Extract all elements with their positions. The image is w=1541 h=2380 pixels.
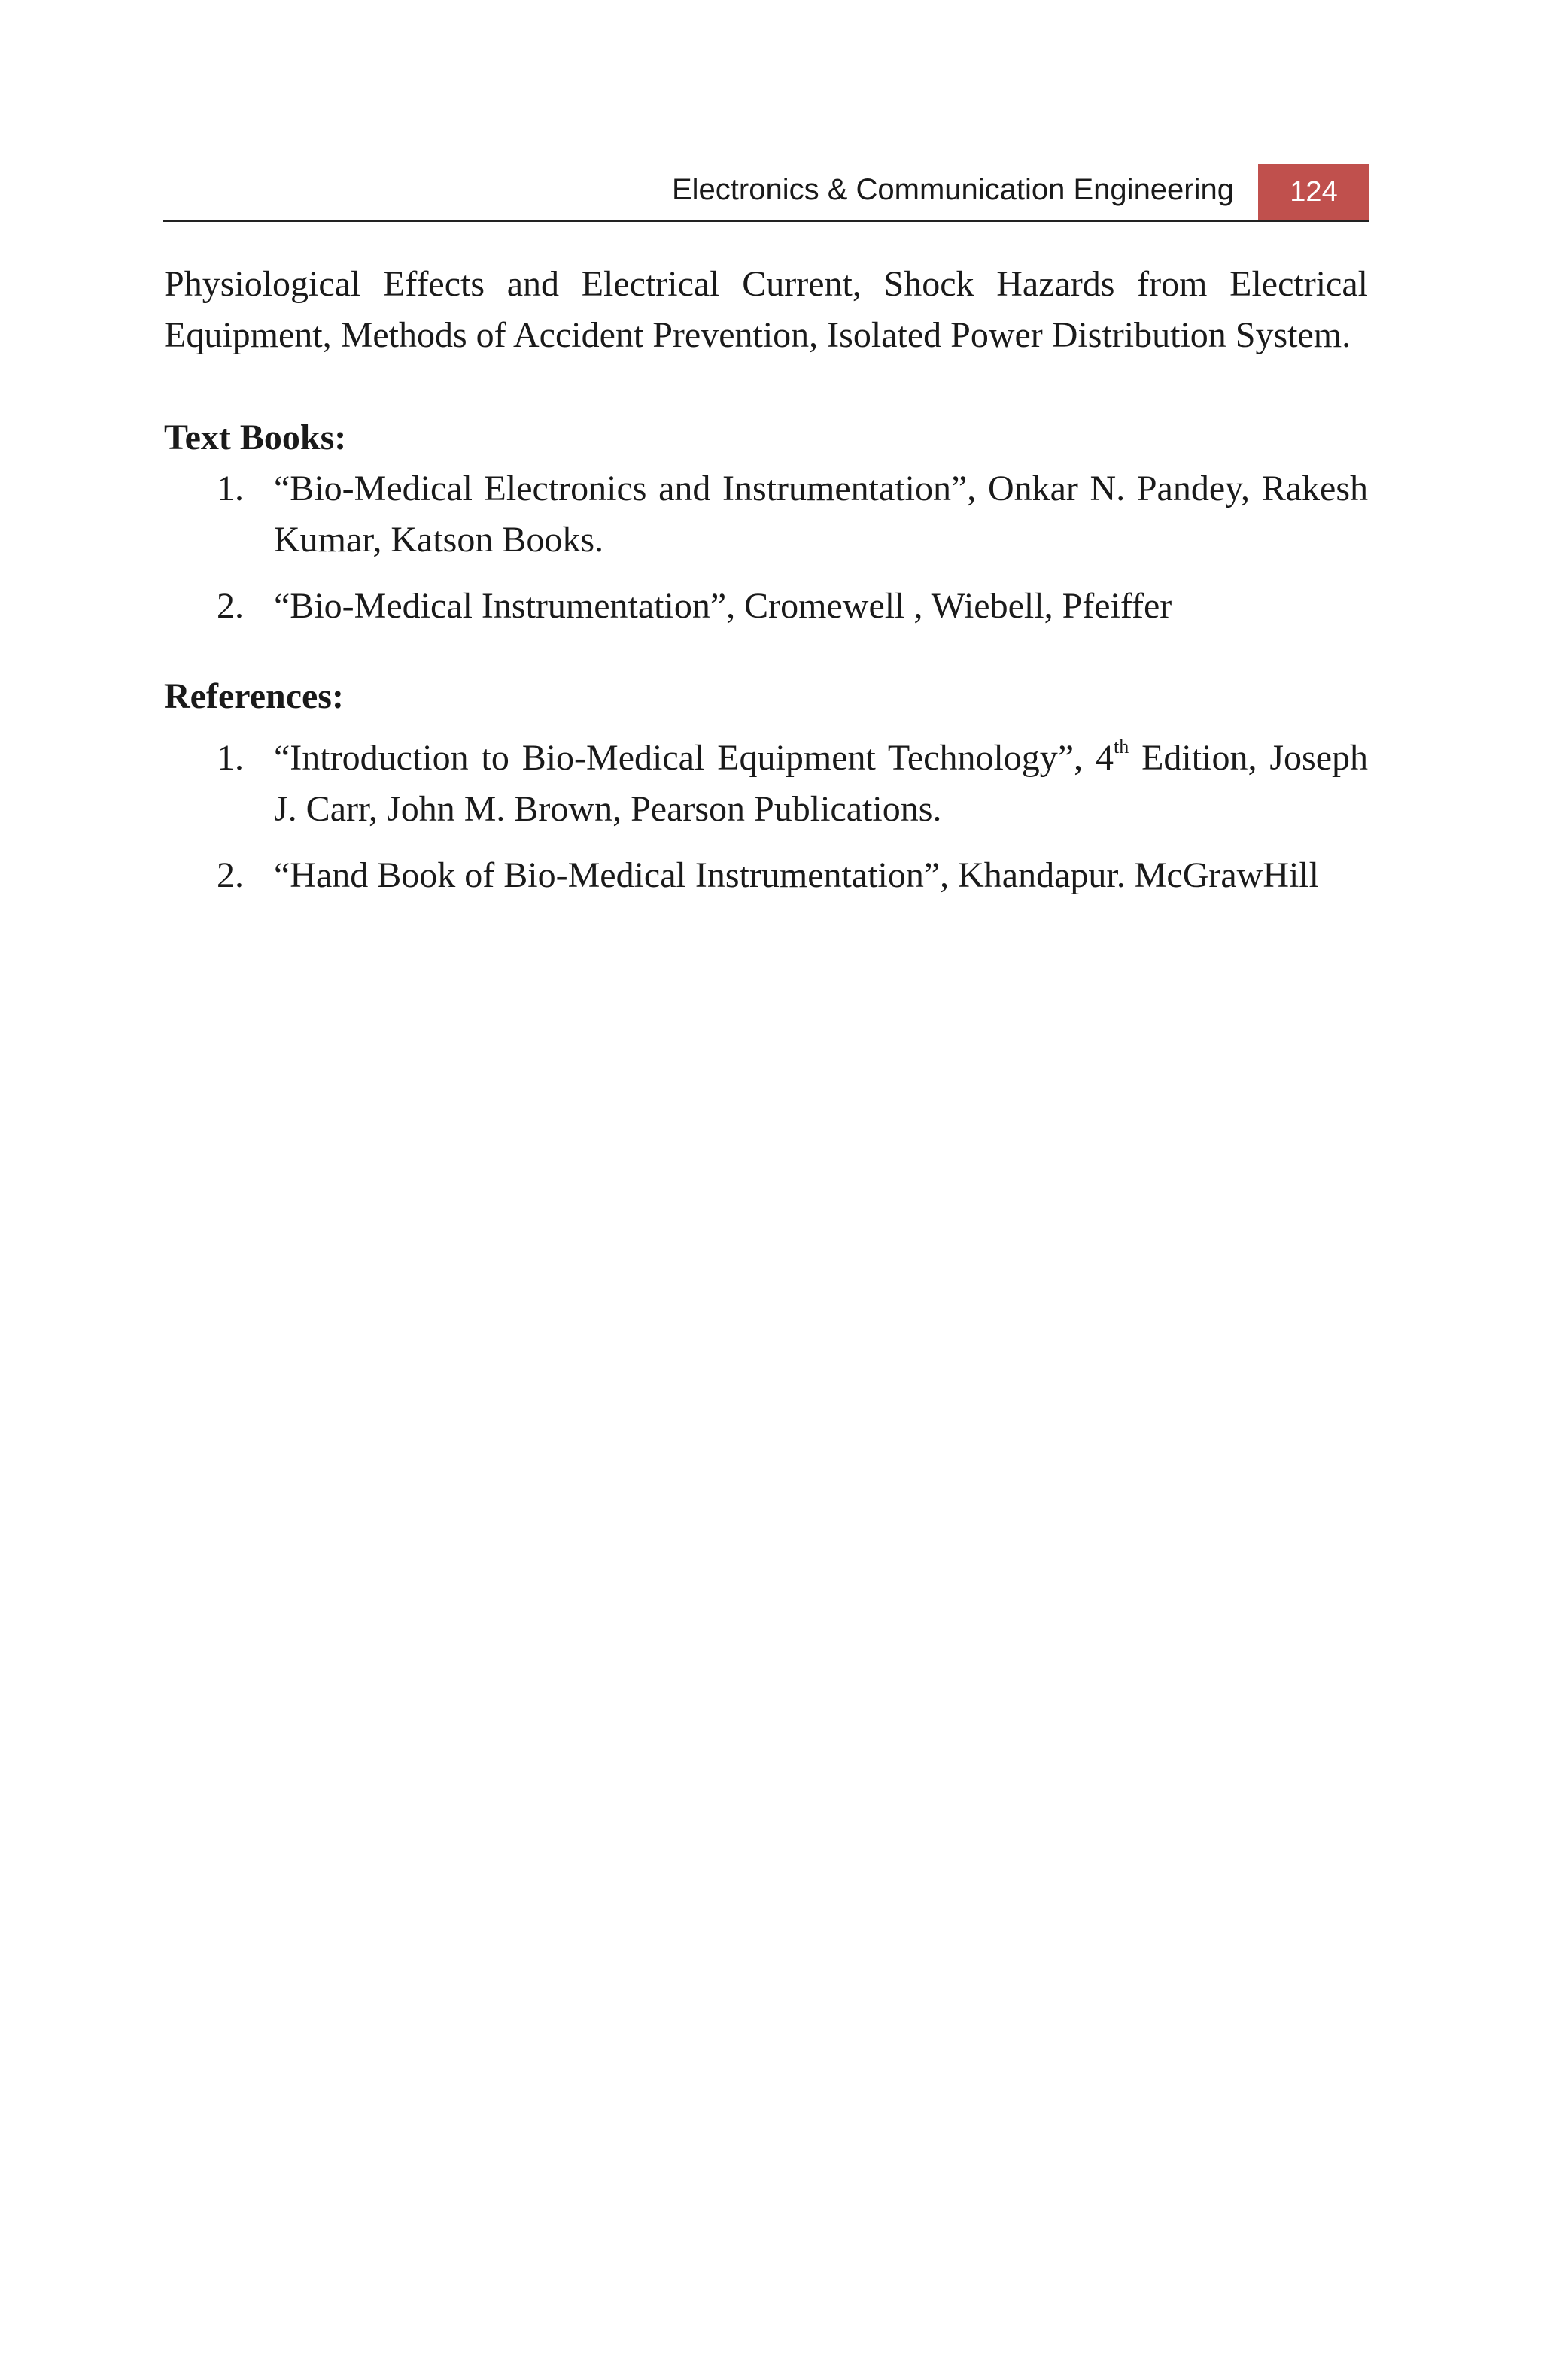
list-item-text: “Hand Book of Bio-Medical Instrumentation”, Khandapur. McGrawHill xyxy=(274,855,1319,895)
list-item xyxy=(164,733,1368,835)
list-item xyxy=(164,850,1368,901)
superscript-ordinal: th xyxy=(1113,736,1129,757)
list-item-text-start: “Introduction to Bio-Medical Equipment Technology”, 4 xyxy=(274,738,1114,778)
page-header xyxy=(163,162,1369,222)
list-item-number: 1. xyxy=(217,469,244,508)
list-item-text-end: Edition, Joseph J. Carr, John M. Brown, Pearson Publications. xyxy=(274,738,1368,829)
text-books-heading: Text Books: xyxy=(164,417,347,457)
text-books-list xyxy=(164,463,1368,632)
header-title: Electronics & Communication Engineering xyxy=(671,173,1234,206)
list-item-text: “Bio-Medical Electronics and Instrumentation”, Onkar N. Pandey, Rakesh Kumar, Katson Books. xyxy=(274,469,1368,560)
page-content xyxy=(164,259,1368,916)
list-item xyxy=(164,463,1368,566)
list-item-number: 2. xyxy=(217,586,244,626)
references-list xyxy=(164,733,1368,901)
list-item xyxy=(164,581,1368,632)
page-number-badge: 124 xyxy=(1258,164,1369,220)
list-item-number: 2. xyxy=(217,855,244,895)
list-item-number: 1. xyxy=(217,738,244,778)
references-heading: References: xyxy=(164,676,344,716)
list-item-text: “Bio-Medical Instrumentation”, Cromewell , Wiebell, Pfeiffer xyxy=(274,586,1172,626)
intro-paragraph: Physiological Effects and Electrical Current, Shock Hazards from Electrical Equipment, Methods of Accident Prevention, Isolated Power Distribution System. xyxy=(164,264,1368,355)
